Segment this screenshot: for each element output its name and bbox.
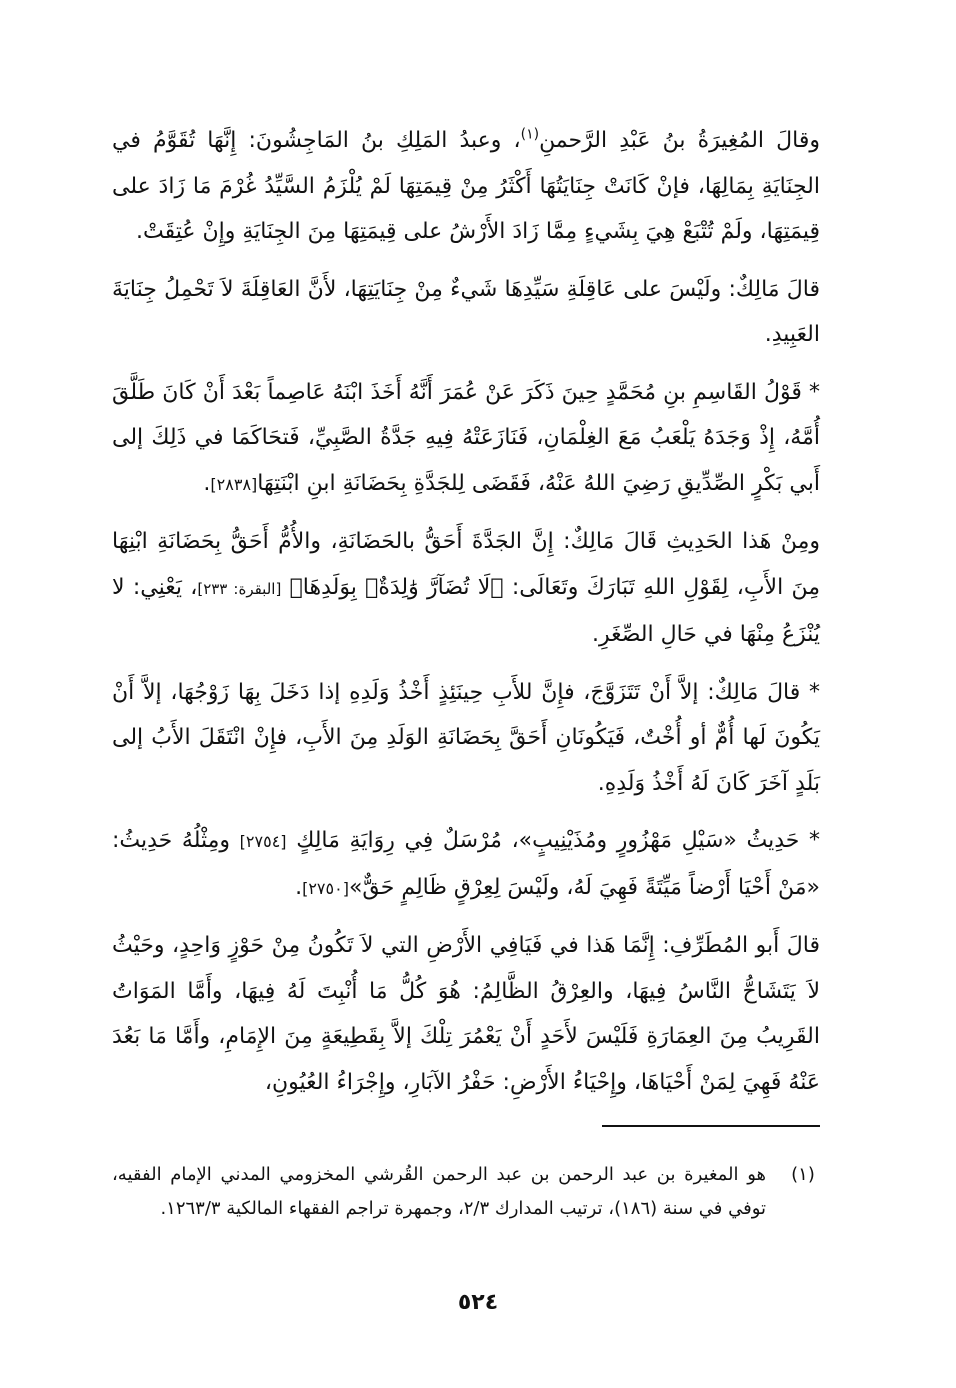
paragraph-text: . bbox=[295, 874, 303, 900]
paragraph-5 bbox=[112, 670, 820, 807]
paragraph-text: * قالَ مَالِكٌ: إلاَّ أَنْ تَتَزَوَّجَ، فإِنَّ للأَبِ حِينَئِذٍ أَخْذُ وَلَدِهِ إذا دَخَلَ بِهَا زَوْجُهَا، إلاَّ أَنْ يَكُونَ لَها أُمٌّ أو أُخْتٌ، فَيَكُونَانِ أَحَقَّ بِحَضَانَةِ الوَلَدِ مِنَ الأَبِ، فإِنْ انْتَقَلَ الأَبُ إلى بَلَدٍ آخَرَ كَانَ لَهُ أَخْذُ وَلَدِهِ. bbox=[112, 679, 820, 796]
paragraph-7 bbox=[112, 923, 820, 1105]
paragraph-text: قالَ أَبو المُطَرِّفِ: إِنَّمَا هَذا في فَيَافِي الأَرْضِ التي لاَ تَكُونُ مِنْ حَوْزٍ وَاحِدٍ، وحَيْثُ لاَ يَتَشَاحُّ النَّاسُ فِيهَا، والعِرْقُ الظَّالِمُ: هُوَ كُلُّ مَا أُنْبِتَ لَهُ فِيهَا، وأَمَّا المَوَاتُ القَرِيبُ مِنَ العِمَارَةِ فَلَيْسَ لأَحَدٍ أَنْ يَعْمُرَ تِلْكَ إلاَّ بِقَطِيعَةٍ مِنَ الإِمَامِ، وأَمَّا مَا بَعُدَ عَنْهُ فَهِيَ لِمَنْ أَحْيَاهَا، وإِحْيَاءُ الأَرْضِ: حَفْرُ الآبَارِ، وإِجْرَاءُ العُيُونِ، bbox=[112, 933, 820, 1095]
paragraph-text: ومِنْ هَذا الحَدِيثِ قَالَ مَالِكٌ: إِنَّ الجَدَّةَ أَحَقُّ بالحَضَانَةِ، والأُمُّ أَحَقُّ بِحَضَانَةِ ابْنِهَا مِنَ الأَبِ، لِقَوْلِ اللهِ تَبَارَكَ وتَعَالَى: ﴿لَا تُضَآرَّ وَٰلِدَةٌۢ بِوَلَدِهَا﴾ bbox=[112, 529, 820, 600]
quran-reference: [البقرة: ٢٣٣] bbox=[197, 579, 282, 598]
paragraph-1 bbox=[112, 118, 820, 255]
paragraph-6 bbox=[112, 818, 820, 911]
footnote-divider bbox=[602, 1125, 820, 1127]
paragraph-text: ، وعبدُ المَلِكِ بنُ المَاجِشُونَ: إِنَّهَا تُقَوَّمُ في الجِنَايَةِ بِمَالِهَا، فإنْ كَانَتْ جِنَايَتُهَا أَكْثَرُ مِنْ قِيمَتِهَا لَمْ يُلْزَمُ السَّيِّدُ غُرْمَ مَا زَادَ على قِيمَتِهَا، ولَمْ تُتْبَعْ هِيَ بِشَيءٍ مِمَّا زَادَ الأَرْشُ على قِيمَتِهَا مِنَ الجِنَايَةِ وإِنْ عُتِقَتْ. bbox=[112, 128, 820, 244]
paragraph-3 bbox=[112, 370, 820, 508]
page-number: ٥٢٤ bbox=[457, 1290, 499, 1315]
paragraph-2 bbox=[112, 267, 820, 358]
footnote-marker: (١) bbox=[520, 126, 540, 143]
hadith-reference: [٢٨٣٨] bbox=[210, 474, 258, 494]
paragraph-text: * قَوْلُ القَاسِمِ بنِ مُحَمَّدٍ حِينَ ذَكَرَ عَنْ عُمَرَ أَنَّهُ أَخَذَ ابْنَهُ عَاصِماً بَعْدَ أَنْ كَانَ طَلَّقَ أُمَّهُ، إِذْ وَجَدَهُ يَلْعَبُ مَعَ الغِلْمَانِ، فَنَازَعَتْهُ فِيهِ جَدَّةُ الصَّبِيِّ، فَتحَاكَمَا في ذَلِكَ إلى أَبي بَكْرٍ الصِّدِّيقِ رَضِيَ اللهُ عَنْهُ، فَقَضَى لِلجَدَّةِ بِحَضَانَةِ ابنِ ابْنَتِهَا bbox=[112, 379, 820, 496]
footnote-text: هو المغيرة بن عبد الرحمن بن عبد الرحمن القُرشي المخزومي المدني الإمام الفقيه، توفي في سنة (١٨٦)، ترتيب المدارك ٢/٣، وجمهرة تراجم الفقهاء المالكية ١٢٦٣/٣. bbox=[112, 1164, 766, 1219]
paragraph-text: وقالَ المُغِيرَةُ بنُ عَبْدِ الرَّحمنِ bbox=[539, 128, 820, 153]
paragraph-text: قالَ مَالِكٌ: ولَيْسَ على عَاقِلَةِ سَيِّدِهَا شَيءٌ مِنْ جِنَايَتِهَا، لأَنَّ العَاقِلَةَ لاَ تَحْمِلُ جِنَايَةَ العَبِيدِ. bbox=[112, 276, 820, 347]
paragraph-4 bbox=[112, 519, 820, 658]
footnote-number: (١) bbox=[791, 1164, 815, 1185]
main-text bbox=[112, 118, 820, 1117]
paragraph-text: ، يَعْنِي: لا يُنْزَعُ مِنْهَا في حَالِ الصِّغَرِ. bbox=[112, 574, 820, 647]
hadith-reference: [٢٧٥٠] bbox=[302, 878, 349, 898]
paragraph-text: * حَدِيثُ «سَيْلِ مَهْزُورٍ ومُذَيْنِيبٍ»، مُرْسَلٌ فِي رِوَايَةِ مَالِكٍ bbox=[296, 828, 820, 853]
paragraph-text: . bbox=[203, 470, 211, 496]
hadith-reference: [٢٧٥٤] bbox=[239, 832, 287, 851]
paragraph-text: ومِثْلُهُ حَدِيثُ: «مَنْ أَحْيَا أَرْضاً مَيِّتَةً فَهِيَ لَهُ، ولَيْسَ لِعِرْقٍ ظَالِمٍ حَقٌّ» bbox=[112, 828, 820, 900]
footnote bbox=[112, 1158, 820, 1226]
